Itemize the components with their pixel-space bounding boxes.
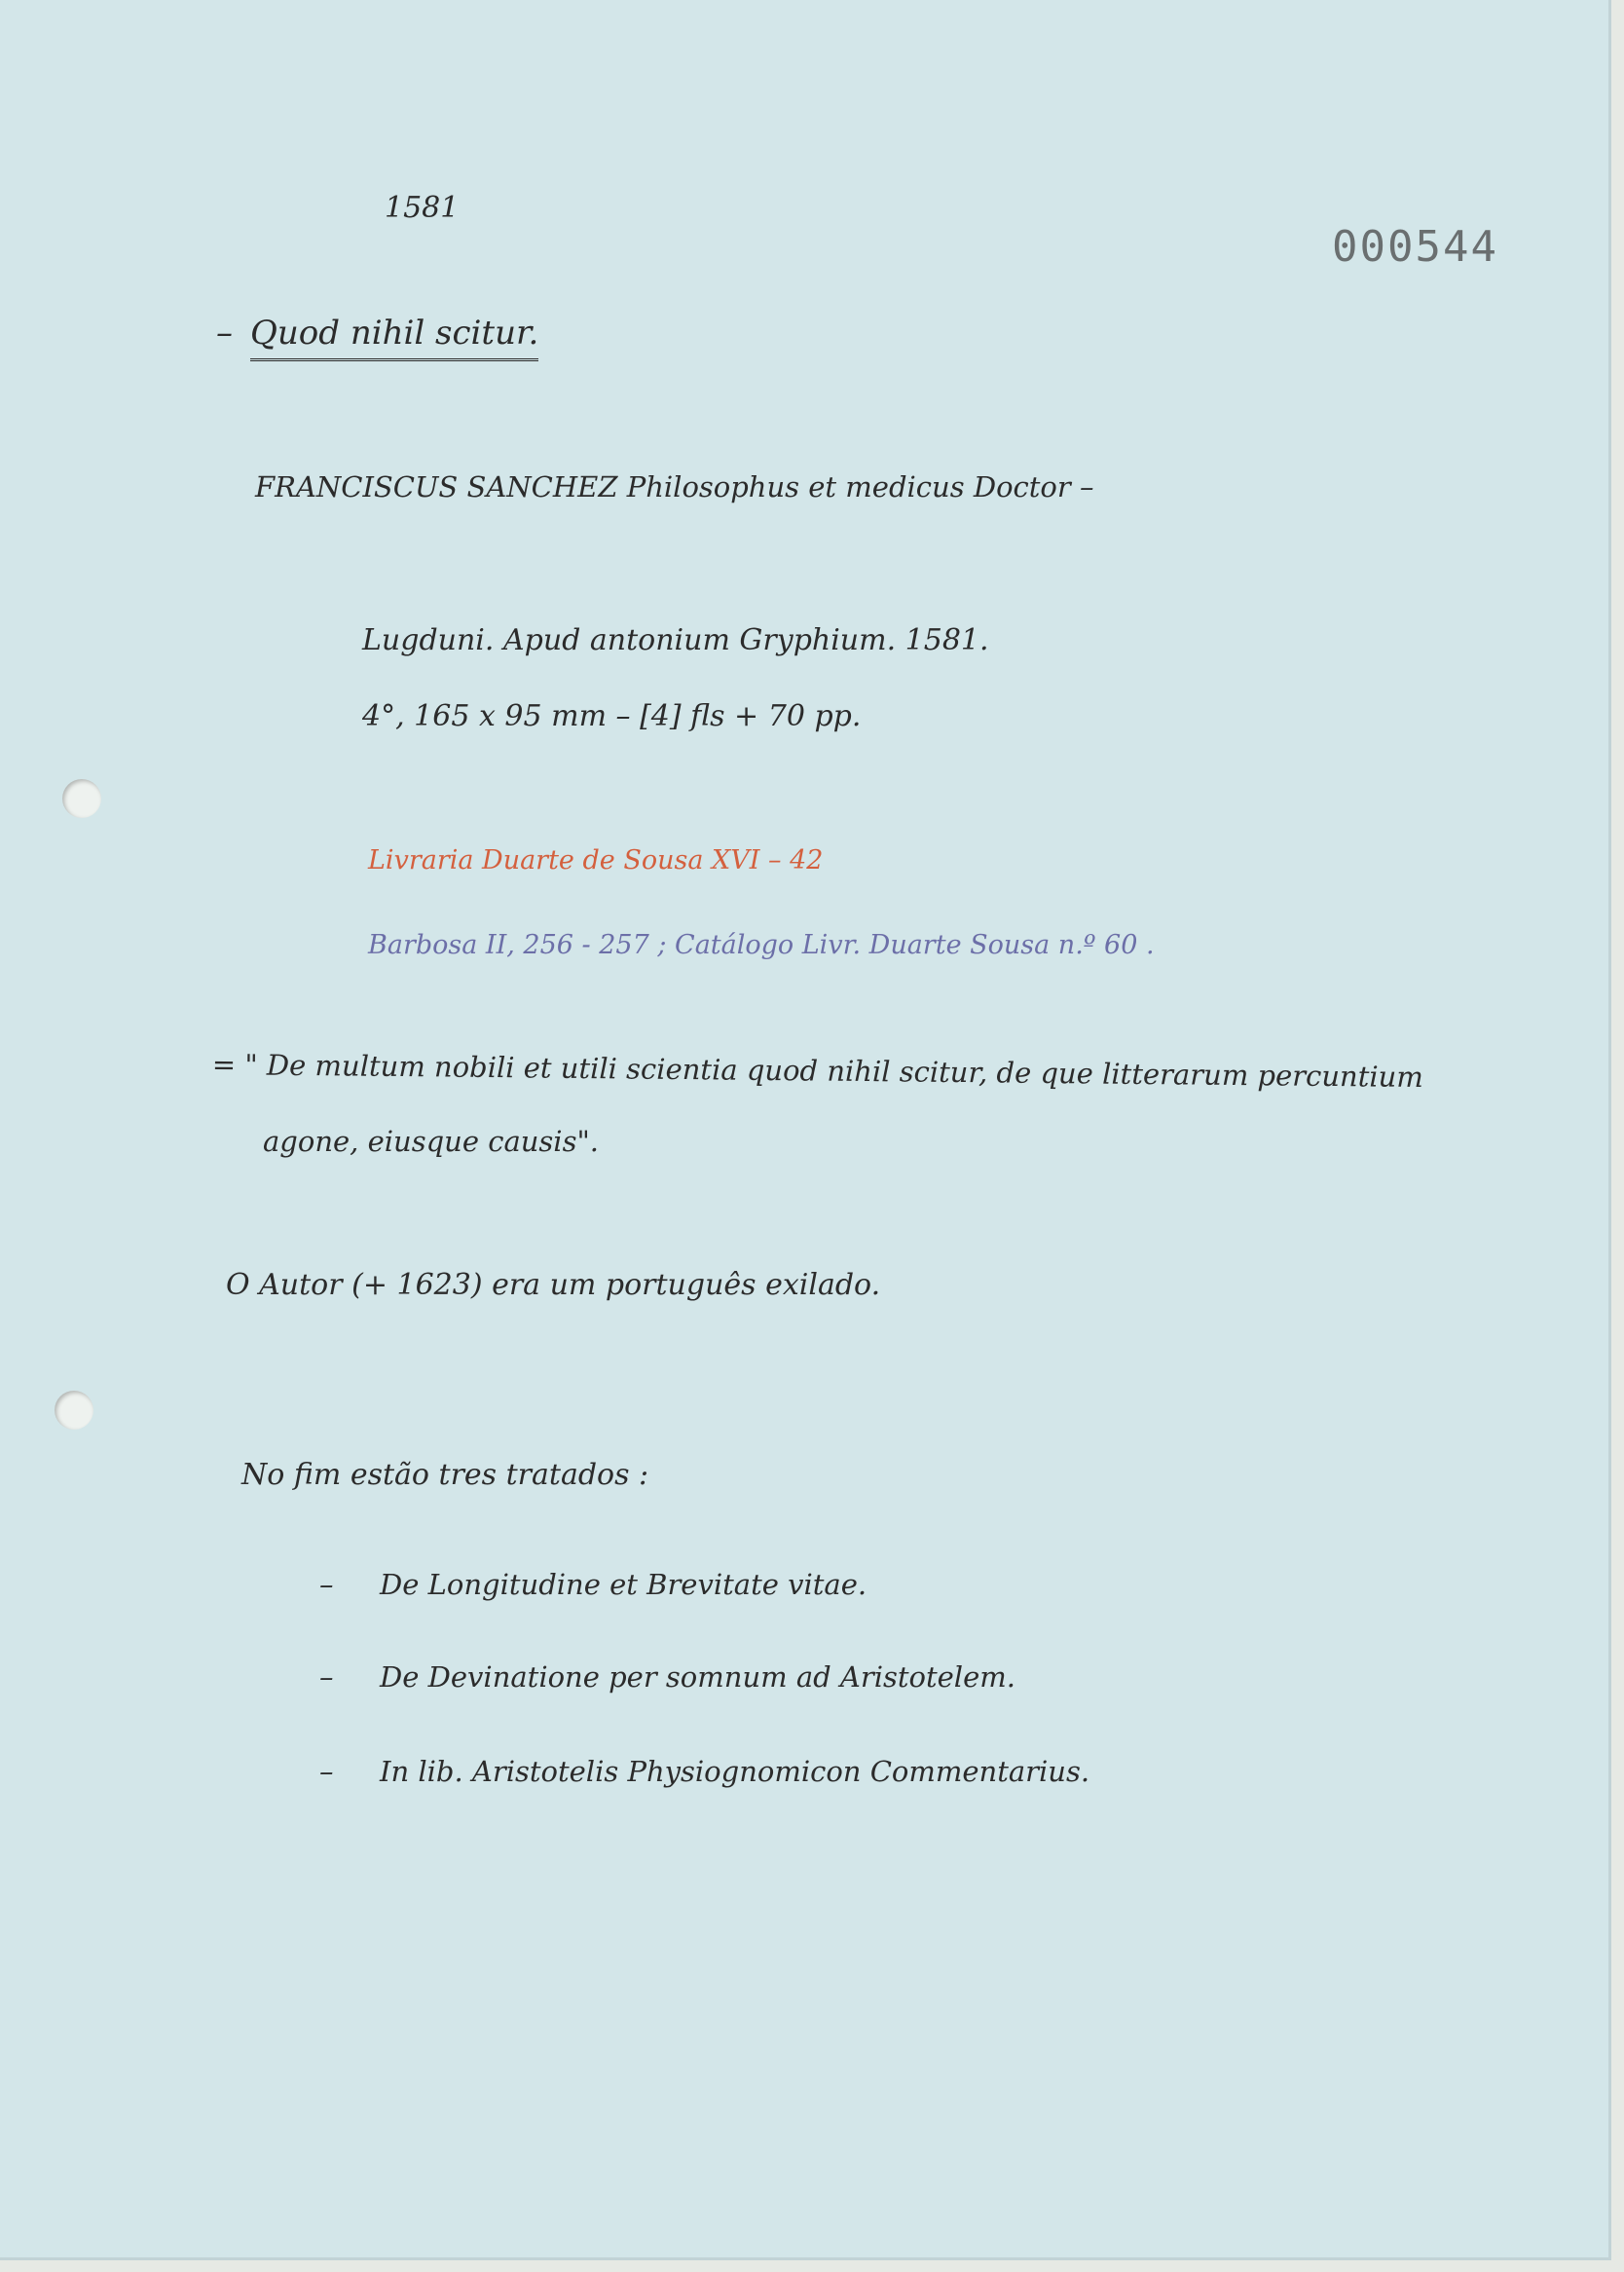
title-dash: –: [216, 314, 233, 353]
imprint: Lugduni. Apud antonium Gryphium. 1581.: [362, 623, 989, 657]
punch-hole-lower: [55, 1391, 93, 1430]
treatise-title: In lib. Aristotelis Physiognomicon Commentarius.: [380, 1755, 1090, 1788]
book-title: Quod nihil scitur.: [250, 314, 538, 361]
treatises-intro: No fim estão tres tratados :: [241, 1458, 649, 1492]
collation: 4°, 165 x 95 mm – [4] fls + 70 pp.: [362, 699, 862, 733]
treatise-title: De Longitudine et Brevitate vitae.: [380, 1568, 867, 1601]
year: 1581: [385, 191, 460, 225]
author-note: O Autor (+ 1623) era um português exilado.: [226, 1268, 881, 1302]
provenance-note: Livraria Duarte de Sousa XVI – 42: [368, 845, 824, 875]
author-line: FRANCISCUS SANCHEZ Philosophus et medicus Doctor –: [255, 470, 1094, 503]
treatise-item: [319, 1568, 867, 1601]
full-title-line-1: = " De multum nobili et utili scientia quod nihil scitur, de que litterarum percuntium: [211, 1048, 1423, 1095]
list-bullet: –: [319, 1755, 334, 1788]
punch-hole-upper: [62, 779, 101, 818]
treatise-item: [319, 1660, 1015, 1694]
list-bullet: –: [319, 1660, 334, 1694]
full-title-line-2: agone, eiusque causis".: [263, 1125, 600, 1158]
title-line: [216, 314, 538, 361]
treatise-title: De Devinatione per somnum ad Aristotelem.: [380, 1660, 1015, 1694]
catalog-number-stamp: 000544: [1332, 222, 1498, 272]
list-bullet: –: [319, 1568, 334, 1601]
bibliographic-reference: Barbosa II, 256 - 257 ; Catálogo Livr. Duarte Sousa n.º 60 .: [368, 930, 1155, 960]
treatise-item: [319, 1755, 1089, 1788]
